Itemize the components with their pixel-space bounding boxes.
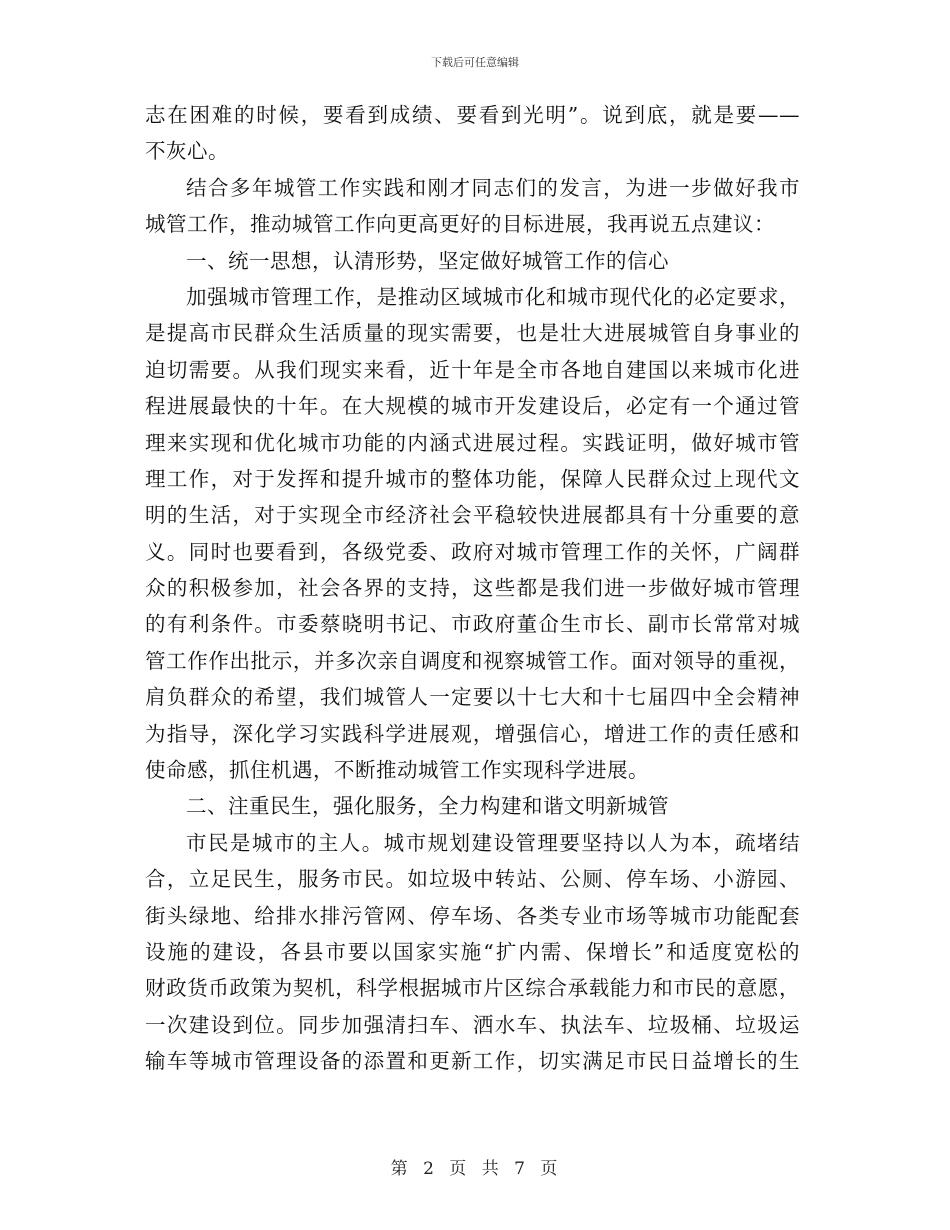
footer-page-number: 2 <box>423 1159 436 1179</box>
document-body <box>145 97 800 1080</box>
text-line: 肩负群众的希望，我们城管人一定要以十七大和十七届四中全会精神 <box>145 685 800 710</box>
text-line: 设施的建设，各县市要以国家实施“扩内需、保增长”和适度宽松的 <box>145 939 800 964</box>
text-line: 义。同时也要看到，各级党委、政府对城市管理工作的关怀，广阔群 <box>145 539 800 564</box>
text-line: 输车等城市管理设备的添置和更新工作，切实满足市民日益增长的生 <box>145 1049 800 1074</box>
text-line: 合，立足民生，服务市民。如垃圾中转站、公厕、停车场、小游园、 <box>145 867 800 892</box>
footer-suffix: 页 <box>540 1159 560 1179</box>
page-header: 下载后可任意编辑 <box>431 56 519 69</box>
text-line: 程进展最快的十年。在大规模的城市开发建设后，必定有一个通过管 <box>145 394 800 419</box>
text-line: 加强城市管理工作，是推动区域城市化和城市现代化的必定要求， <box>186 284 800 309</box>
text-line: 一、统一思想，认清形势，坚定做好城管工作的信心 <box>186 248 669 273</box>
text-line: 迫切需要。从我们现实来看，近十年是全市各地自建国以来城市化进 <box>145 357 800 382</box>
text-line: 街头绿地、给排水排污管网、停车场、各类专业市场等城市功能配套 <box>145 903 800 928</box>
text-line: 一次建设到位。同步加强清扫车、洒水车、执法车、垃圾桶、垃圾运 <box>145 1012 800 1037</box>
text-line: 为指导，深化学习实践科学进展观，增强信心，增进工作的责任感和 <box>145 721 800 746</box>
page-footer <box>0 1154 950 1179</box>
text-line: 众的积极参加，社会各界的支持，这些都是我们进一步做好城市管理 <box>145 576 800 601</box>
text-line: 不灰心。 <box>145 139 229 164</box>
text-line: 管工作作出批示，并多次亲自调度和视察城管工作。面对领导的重视， <box>145 648 800 673</box>
text-line: 的有利条件。市委蔡晓明书记、市政府董仚生市长、副市长常常对城 <box>145 612 800 637</box>
text-line: 明的生活，对于实现全市经济社会平稳较快进展都具有十分重要的意 <box>145 503 800 528</box>
footer-prefix: 第 <box>390 1159 410 1179</box>
text-line: 城管工作，推动城管工作向更高更好的目标进展，我再说五点建议： <box>145 212 775 237</box>
text-line: 理来实现和优化城市功能的内涵式进展过程。实践证明，做好城市管 <box>145 430 800 455</box>
text-line: 志在困难的时候，要看到成绩、要看到光明”。说到底，就是要—— <box>145 103 800 127</box>
text-line: 理工作，对于发挥和提升城市的整体功能，保障人民群众过上现代文 <box>145 466 800 491</box>
text-line: 使命感，抓住机遇，不断推动城管工作实现科学进展。 <box>145 758 649 783</box>
text-line: 财政货币政策为契机，科学根据城市片区综合承载能力和市民的意愿， <box>145 976 800 1001</box>
footer-total-pages: 7 <box>514 1159 527 1179</box>
text-line: 市民是城市的主人。城市规划建设管理要坚持以人为本，疏堵结 <box>186 830 800 855</box>
text-line: 二、注重民生，强化服务，全力构建和谐文明新城管 <box>186 794 669 819</box>
text-line: 是提高市民群众生活质量的现实需要，也是壮大进展城管自身事业的 <box>145 321 800 346</box>
footer-middle: 页 共 <box>449 1159 501 1179</box>
text-line: 结合多年城管工作实践和刚才同志们的发言，为进一步做好我市 <box>186 175 800 200</box>
